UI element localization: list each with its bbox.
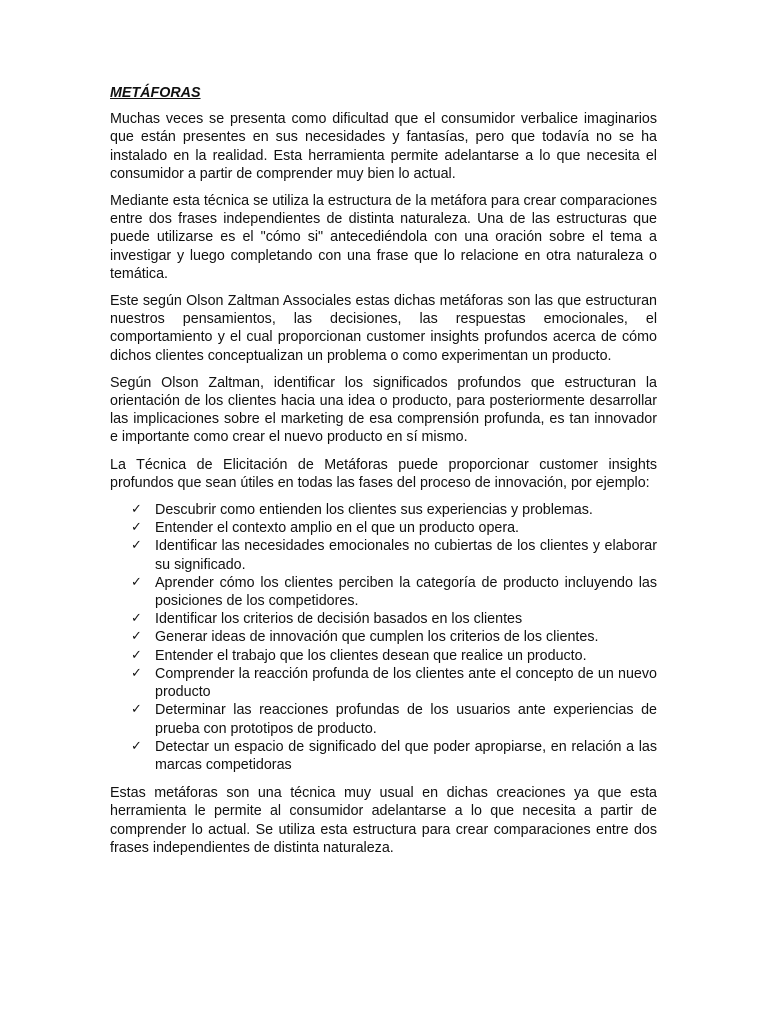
list-item (131, 537, 657, 573)
list-item (131, 501, 657, 519)
list-item-text: Determinar las reacciones profundas de los usuarios ante experiencias de prueba con prototipos de producto. (155, 702, 657, 737)
checkmark-icon: ✓ (131, 520, 142, 536)
paragraph-technique: Mediante esta técnica se utiliza la estructura de la metáfora para crear comparaciones entre dos frases independientes de distinta naturaleza. Una de las estructuras que puede utilizarse es el "cómo si" antecediéndola con una oración sobre el tema a investigar y luego completando con una frase que lo relacione en otra naturaleza o temática. (110, 193, 657, 282)
list-item-text: Detectar un espacio de significado del que poder apropiarse, en relación a las marcas competidoras (155, 738, 657, 773)
paragraph-olson-zaltman: Según Olson Zaltman, identificar los significados profundos que estructuran la orientación de los clientes hacia una idea o producto, para posteriormente desarrollar las implicaciones sobre el marketing de esa comprensión profunda, es tan innovador e importante como crear el nuevo producto en sí mismo. (110, 374, 657, 446)
checkmark-icon: ✓ (131, 702, 142, 718)
checkmark-icon: ✓ (131, 665, 142, 681)
list-item-text: Generar ideas de innovación que cumplen los criterios de los clientes. (155, 629, 599, 646)
checkmark-icon: ✓ (131, 538, 142, 554)
list-item-text: Identificar los criterios de decisión basados en los clientes (155, 611, 523, 628)
checkmark-icon: ✓ (131, 611, 142, 627)
list-item-text: Entender el trabajo que los clientes desean que realice un producto. (155, 647, 587, 664)
checkmark-icon: ✓ (131, 629, 142, 645)
paragraph-list-intro: La Técnica de Elicitación de Metáforas puede proporcionar customer insights profundos que sean útiles en todas las fases del proceso de innovación, por ejemplo: (110, 456, 657, 491)
list-item (131, 519, 657, 537)
checkmark-icon: ✓ (131, 502, 142, 518)
list-item (131, 701, 657, 737)
checkmark-icon: ✓ (131, 647, 142, 663)
document-title: METÁFORAS (110, 85, 201, 101)
list-item (131, 610, 657, 628)
list-item-text: Identificar las necesidades emocionales no cubiertas de los clientes y elaborar su significado. (155, 538, 657, 573)
checkmark-icon: ✓ (131, 574, 142, 590)
checkmark-icon: ✓ (131, 738, 142, 754)
list-item (131, 665, 657, 701)
list-item (131, 647, 657, 665)
benefits-checklist (110, 501, 657, 774)
list-item (131, 628, 657, 646)
list-item-text: Entender el contexto amplio en el que un producto opera. (155, 520, 520, 537)
paragraph-closing: Estas metáforas son una técnica muy usual en dichas creaciones ya que esta herramienta le permite al consumidor adelantarse a lo que necesita a partir de comprender lo actual. Se utiliza esta estructura para crear comparaciones entre dos frases independientes de distinta naturaleza. (110, 785, 657, 856)
list-item-text: Comprender la reacción profunda de los clientes ante el concepto de un nuevo producto (155, 665, 657, 701)
list-item (131, 738, 657, 774)
paragraph-olson-associales: Este según Olson Zaltman Associales estas dichas metáforas son las que estructuran nuestros pensamientos, las decisiones, las respuestas emocionales, el comportamiento y el cual proporcionan customer insights profundos acerca de cómo dichos clientes conceptualizan un problema o como experimentan un producto. (110, 293, 657, 364)
paragraph-intro: Muchas veces se presenta como dificultad que el consumidor verbalice imaginarios que están presentes en sus necesidades y fantasías, pero que todavía no se ha instalado en la realidad. Esta herramienta permite adelantarse a lo que necesita el consumidor a partir de comprender muy bien lo actual. (110, 111, 657, 182)
document-page (110, 84, 657, 866)
list-item-text: Aprender cómo los clientes perciben la categoría de producto incluyendo las posiciones de los competidores. (155, 574, 657, 610)
list-item-text: Descubrir como entienden los clientes sus experiencias y problemas. (155, 502, 593, 519)
list-item (131, 574, 657, 610)
